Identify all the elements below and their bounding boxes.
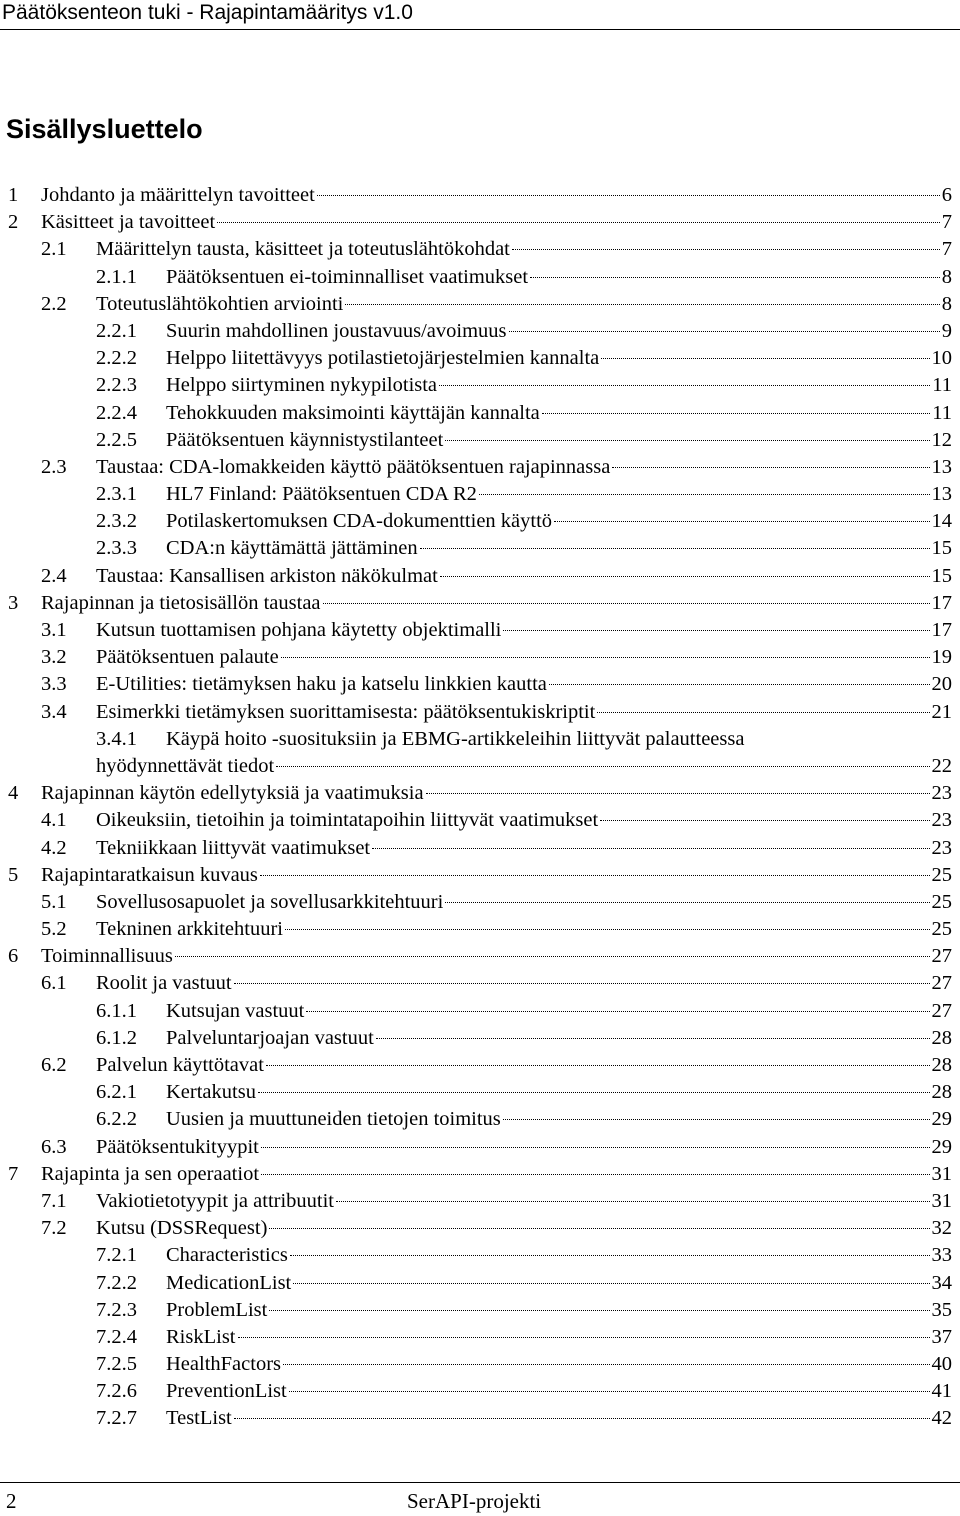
- toc-entry[interactable]: [0, 236, 960, 263]
- toc-entry-number: 7.2.6: [96, 1380, 137, 1403]
- toc-entry[interactable]: [0, 264, 960, 291]
- dot-leader: [336, 1200, 930, 1202]
- toc-entry-page: 23: [931, 836, 952, 859]
- toc-entry-title: Kutsujan vastuut: [166, 999, 305, 1022]
- toc-entry-page: 8: [941, 265, 952, 288]
- toc-entry-number: 2.3: [41, 455, 67, 478]
- toc-entry[interactable]: [0, 726, 960, 780]
- dot-leader: [479, 493, 930, 495]
- toc-entry-number: 4: [8, 782, 19, 805]
- toc-entry-number: 2.2.3: [96, 374, 137, 397]
- toc-entry-number: 7.2.3: [96, 1298, 137, 1321]
- toc-entry-number: 7.2.5: [96, 1353, 137, 1376]
- toc-entry-number: 6.2.2: [96, 1108, 137, 1131]
- toc-entry-page: 19: [931, 646, 952, 669]
- toc-entry[interactable]: [0, 1297, 960, 1324]
- toc-entry-number: 7.2.2: [96, 1271, 137, 1294]
- toc-entry-number: 1: [8, 184, 19, 206]
- toc-entry-page: 25: [931, 890, 952, 913]
- toc-entry-title: Palveluntarjoajan vastuut: [166, 1026, 374, 1049]
- toc-heading: Sisällysluettelo: [6, 114, 203, 144]
- toc-entry-title: Vakiotietotyypit ja attribuutit: [96, 1189, 334, 1212]
- toc-entry-page: 11: [932, 374, 952, 397]
- toc-entry[interactable]: [0, 916, 960, 943]
- toc-entry[interactable]: [0, 345, 960, 372]
- toc-entry[interactable]: [0, 1215, 960, 1242]
- toc-entry-page: 11: [932, 401, 952, 424]
- toc-entry-title: Johdanto ja määrittelyn tavoitteet: [41, 184, 315, 206]
- toc-entry-page: 32: [931, 1217, 952, 1240]
- toc-entry-number: 7.2.4: [96, 1325, 137, 1348]
- toc-entry[interactable]: [0, 671, 960, 698]
- toc-entry-number: 6.2.1: [96, 1081, 137, 1104]
- toc-entry-number: 7.2.7: [96, 1407, 137, 1430]
- toc-entry-page: 37: [931, 1325, 952, 1348]
- toc-entry[interactable]: [0, 1106, 960, 1133]
- page-header: [0, 0, 960, 30]
- toc-entry-number: 7: [8, 1162, 19, 1185]
- dot-leader: [601, 357, 929, 359]
- dot-leader: [306, 1010, 929, 1012]
- toc-entry-title: Roolit ja vastuut: [96, 972, 232, 995]
- dot-leader: [345, 303, 939, 305]
- toc-entry[interactable]: [0, 1161, 960, 1188]
- toc-entry-title-continued: hyödynnettävät tiedot: [96, 754, 275, 777]
- dot-leader: [440, 575, 930, 577]
- toc-entry-page: 27: [931, 945, 952, 968]
- toc-entry-number: 2.3.3: [96, 537, 137, 560]
- toc-entry-title: Päätöksentukityypit: [96, 1135, 259, 1158]
- toc-entry-number: 3.4: [41, 700, 67, 723]
- dot-leader: [445, 901, 929, 903]
- dot-leader: [281, 656, 930, 658]
- toc-entry-page: 41: [931, 1380, 952, 1403]
- toc-entry-title: MedicationList: [166, 1271, 292, 1294]
- toc-entry-number: 2.3.2: [96, 510, 137, 533]
- toc-entry[interactable]: [0, 1025, 960, 1052]
- toc-entry-number: 2.2.5: [96, 428, 137, 451]
- toc-entry-page: 23: [931, 782, 952, 805]
- toc-entry[interactable]: [0, 807, 960, 834]
- toc-entry[interactable]: [0, 535, 960, 562]
- toc-entry-number: 2.4: [41, 564, 67, 587]
- dot-leader: [530, 276, 940, 278]
- dot-leader: [261, 1146, 930, 1148]
- dot-leader: [234, 982, 930, 984]
- dot-leader: [234, 1417, 930, 1419]
- dot-leader: [503, 629, 929, 631]
- dot-leader: [439, 384, 930, 386]
- dot-leader: [289, 1390, 930, 1392]
- toc-entry-title: Helppo liitettävyys potilastietojärjestelmien kannalta: [166, 347, 600, 370]
- toc-entry-number: 2.2: [41, 292, 67, 315]
- toc-entry-number: 4.1: [41, 809, 67, 832]
- toc-entry-title: Määrittelyn tausta, käsitteet ja toteutuslähtökohdat: [96, 238, 510, 261]
- toc-entry[interactable]: [0, 1351, 960, 1378]
- toc-entry-number: 2.1: [41, 238, 67, 261]
- toc-entry[interactable]: [0, 1405, 960, 1432]
- toc-entry[interactable]: [0, 970, 960, 997]
- toc-entry-title: HL7 Finland: Päätöksentuen CDA R2: [166, 483, 477, 506]
- toc-entry-title: E-Utilities: tietämyksen haku ja katselu linkkien kautta: [96, 673, 547, 696]
- dot-leader: [323, 602, 930, 604]
- toc-entry-number: 2.1.1: [96, 265, 137, 288]
- toc-entry-title: Käypä hoito -suosituksiin ja EBMG-artikkeleihin liittyvät palautteessa: [166, 727, 745, 750]
- dot-leader: [293, 1282, 929, 1284]
- toc-entry-number: 3.4.1: [96, 727, 137, 750]
- dot-leader: [512, 248, 940, 250]
- toc-entry-page: 33: [931, 1244, 952, 1267]
- dot-leader: [217, 221, 940, 223]
- dot-leader: [509, 330, 940, 332]
- toc-entry[interactable]: [0, 454, 960, 481]
- header-title: Päätöksenteon tuki - Rajapintamääritys v1.0: [2, 1, 413, 24]
- toc-entry[interactable]: [0, 617, 960, 644]
- toc-entry-number: 6.1.1: [96, 999, 137, 1022]
- toc-entry-page: 15: [931, 537, 952, 560]
- toc-entry-title: RiskList: [166, 1325, 236, 1348]
- toc-entry[interactable]: [0, 291, 960, 318]
- toc-entry-title: Toteutuslähtökohtien arviointi: [96, 292, 344, 315]
- toc-entry-title: ProblemList: [166, 1298, 268, 1321]
- dot-leader: [260, 874, 930, 876]
- toc-entry-title: Tehokkuuden maksimointi käyttäjän kannalta: [166, 401, 540, 424]
- toc-entry[interactable]: [0, 699, 960, 726]
- table-of-contents: [0, 182, 960, 1433]
- toc-entry-number: 2: [8, 211, 19, 234]
- dot-leader: [445, 439, 929, 441]
- toc-entry-title: Taustaa: Kansallisen arkiston näkökulmat: [96, 564, 438, 587]
- toc-entry-number: 3.1: [41, 619, 67, 641]
- dot-leader: [376, 1037, 930, 1039]
- dot-leader: [317, 194, 940, 196]
- toc-entry[interactable]: [0, 780, 960, 807]
- toc-entry-title: Päätöksentuen käynnistystilanteet: [166, 428, 444, 451]
- toc-entry-number: 3.2: [41, 646, 67, 669]
- toc-entry-title: HealthFactors: [166, 1353, 281, 1376]
- toc-entry[interactable]: [0, 481, 960, 508]
- toc-entry[interactable]: [0, 508, 960, 535]
- toc-entry-page: 29: [931, 1108, 952, 1131]
- dot-leader: [554, 520, 929, 522]
- toc-entry[interactable]: [0, 318, 960, 345]
- footer-page-number: 2: [6, 1489, 17, 1513]
- toc-entry-page: 22: [931, 754, 952, 777]
- toc-entry[interactable]: [0, 1134, 960, 1161]
- toc-entry-title: Sovellusosapuolet ja sovellusarkkitehtuuri: [96, 890, 444, 913]
- toc-entry-title: Käsitteet ja tavoitteet: [41, 211, 216, 234]
- toc-entry-title: Kutsu (DSSRequest): [96, 1217, 268, 1240]
- dot-leader: [420, 547, 930, 549]
- toc-entry-page: 28: [931, 1081, 952, 1104]
- dot-leader: [258, 1091, 930, 1093]
- toc-entry-page: 12: [931, 428, 952, 451]
- toc-entry-title: Potilaskertomuksen CDA-dokumenttien käyttö: [166, 510, 553, 533]
- toc-entry[interactable]: [0, 1324, 960, 1351]
- toc-entry-title: Taustaa: CDA-lomakkeiden käyttö päätöksentuen rajapinnassa: [96, 455, 611, 478]
- dot-leader: [372, 847, 929, 849]
- toc-entry-number: 6.3: [41, 1135, 67, 1158]
- toc-entry-page: 25: [931, 863, 952, 886]
- toc-entry-page: 21: [931, 700, 952, 723]
- dot-leader: [269, 1227, 929, 1229]
- toc-entry-page: 35: [931, 1298, 952, 1321]
- toc-entry-page: 10: [931, 347, 952, 370]
- toc-entry[interactable]: [0, 1242, 960, 1269]
- toc-entry-title: Rajapinnan käytön edellytyksiä ja vaatimuksia: [41, 782, 424, 805]
- toc-entry-page: 27: [931, 999, 952, 1022]
- toc-entry-number: 4.2: [41, 836, 67, 859]
- toc-entry-title: Esimerkki tietämyksen suorittamisesta: päätöksentukiskriptit: [96, 700, 596, 723]
- toc-entry-page: 14: [931, 510, 952, 533]
- toc-entry[interactable]: [0, 1270, 960, 1297]
- toc-entry-title: Suurin mahdollinen joustavuus/avoimuus: [166, 319, 507, 342]
- toc-entry-page: 27: [931, 972, 952, 995]
- toc-entry-page: 20: [931, 673, 952, 696]
- toc-entry-number: 6.1.2: [96, 1026, 137, 1049]
- dot-leader: [285, 928, 930, 930]
- toc-entry-title: Uusien ja muuttuneiden tietojen toimitus: [166, 1108, 501, 1131]
- toc-entry-page: 9: [941, 319, 952, 342]
- toc-entry[interactable]: [0, 209, 960, 236]
- toc-entry-page: 25: [931, 918, 952, 941]
- toc-entry-title: Helppo siirtyminen nykypilotista: [166, 374, 438, 397]
- toc-entry[interactable]: [0, 943, 960, 970]
- dot-leader: [612, 466, 929, 468]
- toc-entry-page: 28: [931, 1026, 952, 1049]
- toc-entry-page: 29: [931, 1135, 952, 1158]
- page-footer: [0, 1482, 960, 1516]
- toc-entry[interactable]: [0, 590, 960, 617]
- toc-entry-page: 34: [931, 1271, 952, 1294]
- toc-entry-number: 7.2.1: [96, 1244, 137, 1267]
- toc-entry-page: 13: [931, 455, 952, 478]
- toc-entry-page: 31: [931, 1189, 952, 1212]
- toc-entry-page: 23: [931, 809, 952, 832]
- toc-entry-number: 6.1: [41, 972, 67, 995]
- toc-entry-number: 5.2: [41, 918, 67, 941]
- toc-entry-page: 17: [931, 591, 952, 614]
- dot-leader: [238, 1336, 930, 1338]
- toc-entry[interactable]: [0, 644, 960, 671]
- toc-entry-title: Tekniikkaan liittyvät vaatimukset: [96, 836, 371, 859]
- dot-leader: [266, 1064, 930, 1066]
- dot-leader: [597, 711, 929, 713]
- toc-entry-number: 2.2.4: [96, 401, 137, 424]
- toc-entry-title: Kutsun tuottamisen pohjana käytetty objektimalli: [96, 619, 502, 641]
- dot-leader: [276, 765, 929, 767]
- toc-entry-page: 7: [941, 211, 952, 234]
- toc-entry-title: Päätöksentuen ei-toiminnalliset vaatimukset: [166, 265, 529, 288]
- toc-entry-title: Toiminnallisuus: [41, 945, 173, 968]
- toc-entry-page: 13: [931, 483, 952, 506]
- toc-entry[interactable]: [0, 400, 960, 427]
- toc-entry[interactable]: [0, 1079, 960, 1106]
- toc-entry-title: Rajapinnan ja tietosisällön taustaa: [41, 591, 321, 614]
- toc-entry-number: 5.1: [41, 890, 67, 913]
- dot-leader: [503, 1118, 930, 1120]
- toc-entry[interactable]: [0, 182, 960, 209]
- dot-leader: [549, 683, 930, 685]
- toc-entry-title: PreventionList: [166, 1380, 287, 1403]
- toc-entry-number: 2.3.1: [96, 483, 137, 506]
- toc-entry-number: 6.2: [41, 1054, 67, 1077]
- toc-entry[interactable]: [0, 563, 960, 590]
- toc-entry-page: 42: [931, 1407, 952, 1430]
- toc-entry-title: Päätöksentuen palaute: [96, 646, 279, 669]
- toc-entry-title: Characteristics: [166, 1244, 288, 1267]
- toc-entry-page: 7: [941, 238, 952, 261]
- toc-entry-number: 3.3: [41, 673, 67, 696]
- dot-leader: [542, 412, 931, 414]
- toc-entry-page: 8: [941, 292, 952, 315]
- toc-entry-page: 31: [931, 1162, 952, 1185]
- toc-entry[interactable]: [0, 1052, 960, 1079]
- toc-entry-title: Rajapintaratkaisun kuvaus: [41, 863, 258, 886]
- dot-leader: [290, 1254, 930, 1256]
- toc-entry-page: 17: [931, 619, 952, 641]
- toc-entry-title: Kertakutsu: [166, 1081, 256, 1104]
- dot-leader: [261, 1173, 929, 1175]
- toc-entry[interactable]: [0, 1188, 960, 1215]
- toc-entry[interactable]: [0, 372, 960, 399]
- dot-leader: [426, 792, 930, 794]
- dot-leader: [283, 1363, 930, 1365]
- toc-entry-title: Rajapinta ja sen operaatiot: [41, 1162, 260, 1185]
- toc-entry[interactable]: [0, 998, 960, 1025]
- toc-entry-number: 2.2.2: [96, 347, 137, 370]
- toc-entry-title: Oikeuksiin, tietoihin ja toimintatapoihin liittyvät vaatimukset: [96, 809, 599, 832]
- toc-entry[interactable]: [0, 1378, 960, 1405]
- toc-entry-page: 6: [941, 184, 952, 206]
- dot-leader: [175, 955, 930, 957]
- toc-entry-title: CDA:n käyttämättä jättäminen: [166, 537, 418, 560]
- toc-entry-title: Tekninen arkkitehtuuri: [96, 918, 283, 941]
- toc-entry-number: 2.2.1: [96, 319, 137, 342]
- toc-entry-page: 40: [931, 1353, 952, 1376]
- toc-entry-number: 5: [8, 863, 19, 886]
- toc-entry-page: 28: [931, 1054, 952, 1077]
- footer-project-name: SerAPI-projekti: [407, 1489, 542, 1513]
- toc-entry[interactable]: [0, 862, 960, 889]
- toc-entry[interactable]: [0, 835, 960, 862]
- toc-entry-number: 3: [8, 591, 19, 614]
- toc-entry[interactable]: [0, 427, 960, 454]
- toc-entry-title: TestList: [166, 1407, 232, 1430]
- toc-entry-title: Palvelun käyttötavat: [96, 1054, 264, 1077]
- toc-entry-number: 7.1: [41, 1189, 67, 1212]
- toc-entry[interactable]: [0, 889, 960, 916]
- dot-leader: [600, 819, 929, 821]
- toc-entry-number: 7.2: [41, 1217, 67, 1240]
- toc-entry-number: 6: [8, 945, 19, 968]
- dot-leader: [269, 1309, 929, 1311]
- toc-entry-page: 15: [931, 564, 952, 587]
